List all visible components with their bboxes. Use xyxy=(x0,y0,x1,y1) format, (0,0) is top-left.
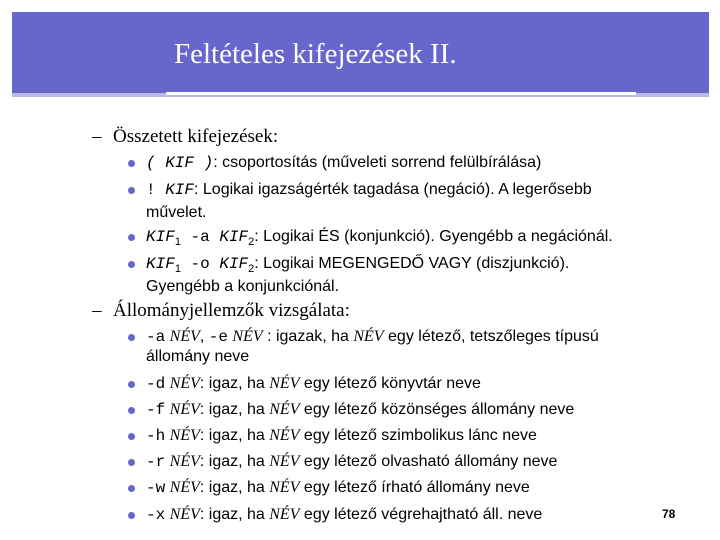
code-operator: -h xyxy=(146,427,166,445)
bullet-icon xyxy=(128,459,135,466)
section2-heading: Állományjellemzők vizsgálata: xyxy=(113,300,350,321)
name-placeholder: NÉV xyxy=(169,427,200,444)
item-description: közönséges állomány neve xyxy=(381,401,575,418)
code-operator: -w xyxy=(146,479,166,497)
item-text: : igaz, ha xyxy=(199,479,270,496)
subscript: 1 xyxy=(174,263,181,276)
item-text: egy létező, tetszőleges típusú xyxy=(383,328,599,345)
item-text: egy létező xyxy=(299,479,382,496)
section2-dash: – xyxy=(92,300,102,321)
title-underline xyxy=(166,92,636,95)
item-text-continued: Gyengébb a konjunkciónál. xyxy=(146,278,340,295)
subscript: 2 xyxy=(248,263,255,276)
page-number: 78 xyxy=(662,507,676,521)
name-placeholder: NÉV xyxy=(269,375,300,392)
name-placeholder: NÉV xyxy=(269,401,300,418)
code-operator: -r xyxy=(146,453,166,471)
item-description: írható állomány neve xyxy=(381,479,530,496)
list-item-file-test xyxy=(146,452,557,472)
item-text: egy létező xyxy=(299,506,382,523)
name-placeholder: NÉV xyxy=(269,479,300,496)
section1-heading: Összetett kifejezések: xyxy=(113,126,279,147)
bullet-icon xyxy=(128,261,135,268)
code-operator: -d xyxy=(146,375,166,393)
list-item-file-test xyxy=(146,426,537,446)
code-expression: ( KIF ) xyxy=(146,154,214,172)
list-item-or xyxy=(146,254,569,274)
item-text-continued: állomány neve xyxy=(146,348,250,365)
code-operator: -x xyxy=(146,506,166,524)
bullet-icon xyxy=(128,485,135,492)
code-expression: KIF xyxy=(165,181,195,199)
item-text: : igaz, ha xyxy=(199,401,270,418)
item-text: : igaz, ha xyxy=(199,506,270,523)
bullet-icon xyxy=(128,187,135,194)
name-placeholder: NÉV xyxy=(169,479,200,496)
bullet-icon xyxy=(128,512,135,519)
name-placeholder: NÉV xyxy=(269,453,300,470)
item-text: : Logikai igazságérték tagadása (negáció). A legerősebb xyxy=(194,181,592,198)
code-operator: -a xyxy=(180,228,220,246)
item-text: egy létező xyxy=(299,427,382,444)
subscript: 1 xyxy=(174,236,181,249)
item-description: szimbolikus lánc neve xyxy=(381,427,537,444)
item-text: : igaz, ha xyxy=(199,375,270,392)
item-text: egy létező xyxy=(299,375,382,392)
list-item-exists xyxy=(146,327,599,347)
name-placeholder: NÉV xyxy=(169,328,200,345)
code-operator: ! xyxy=(146,181,166,199)
list-item-negation xyxy=(146,180,592,200)
item-text-continued: művelet. xyxy=(146,204,207,221)
code-expression: KIF xyxy=(219,255,249,273)
name-placeholder: NÉV xyxy=(232,328,263,345)
bullet-icon xyxy=(128,160,135,167)
name-placeholder: NÉV xyxy=(269,427,300,444)
separator: , xyxy=(199,328,209,345)
name-placeholder: NÉV xyxy=(169,453,200,470)
bullet-icon xyxy=(128,433,135,440)
item-text: : Logikai MEGENGEDŐ VAGY (diszjunkció). xyxy=(254,255,570,272)
item-text: : igaz, ha xyxy=(199,453,270,470)
list-item-grouping xyxy=(146,153,541,173)
item-text: egy létező xyxy=(299,453,382,470)
section1-dash: – xyxy=(92,126,102,147)
bullet-icon xyxy=(128,334,135,341)
bullet-icon xyxy=(128,407,135,414)
code-operator: -e xyxy=(208,328,228,346)
item-text: : Logikai ÉS (konjunkció). Gyengébb a negációnál. xyxy=(254,228,613,245)
list-item-file-test xyxy=(146,374,481,394)
code-operator: -a xyxy=(146,328,166,346)
code-operator: -o xyxy=(180,255,220,273)
list-item-file-test xyxy=(146,505,542,525)
bullet-icon xyxy=(128,381,135,388)
name-placeholder: NÉV xyxy=(169,506,200,523)
code-expression: KIF xyxy=(219,228,249,246)
list-item-and xyxy=(146,227,613,247)
item-text: : igazak, ha xyxy=(262,328,354,345)
item-description: olvasható állomány neve xyxy=(381,453,558,470)
list-item-file-test xyxy=(146,400,574,420)
item-text: : csoportosítás (műveleti sorrend felülbírálása) xyxy=(213,154,542,171)
bullet-icon xyxy=(128,234,135,241)
subscript: 2 xyxy=(248,236,255,249)
code-expression: KIF xyxy=(146,228,175,246)
list-item-file-test xyxy=(146,478,530,498)
slide-title: Feltételes kifejezések II. xyxy=(174,38,457,70)
item-text: egy létező xyxy=(299,401,382,418)
item-description: végrehajtható áll. neve xyxy=(381,506,543,523)
name-placeholder: NÉV xyxy=(169,401,200,418)
code-expression: KIF xyxy=(146,255,175,273)
code-operator: -f xyxy=(146,401,166,419)
name-placeholder: NÉV xyxy=(353,328,384,345)
item-description: könyvtár neve xyxy=(381,375,481,392)
name-placeholder: NÉV xyxy=(269,506,300,523)
name-placeholder: NÉV xyxy=(169,375,200,392)
item-text: : igaz, ha xyxy=(199,427,270,444)
